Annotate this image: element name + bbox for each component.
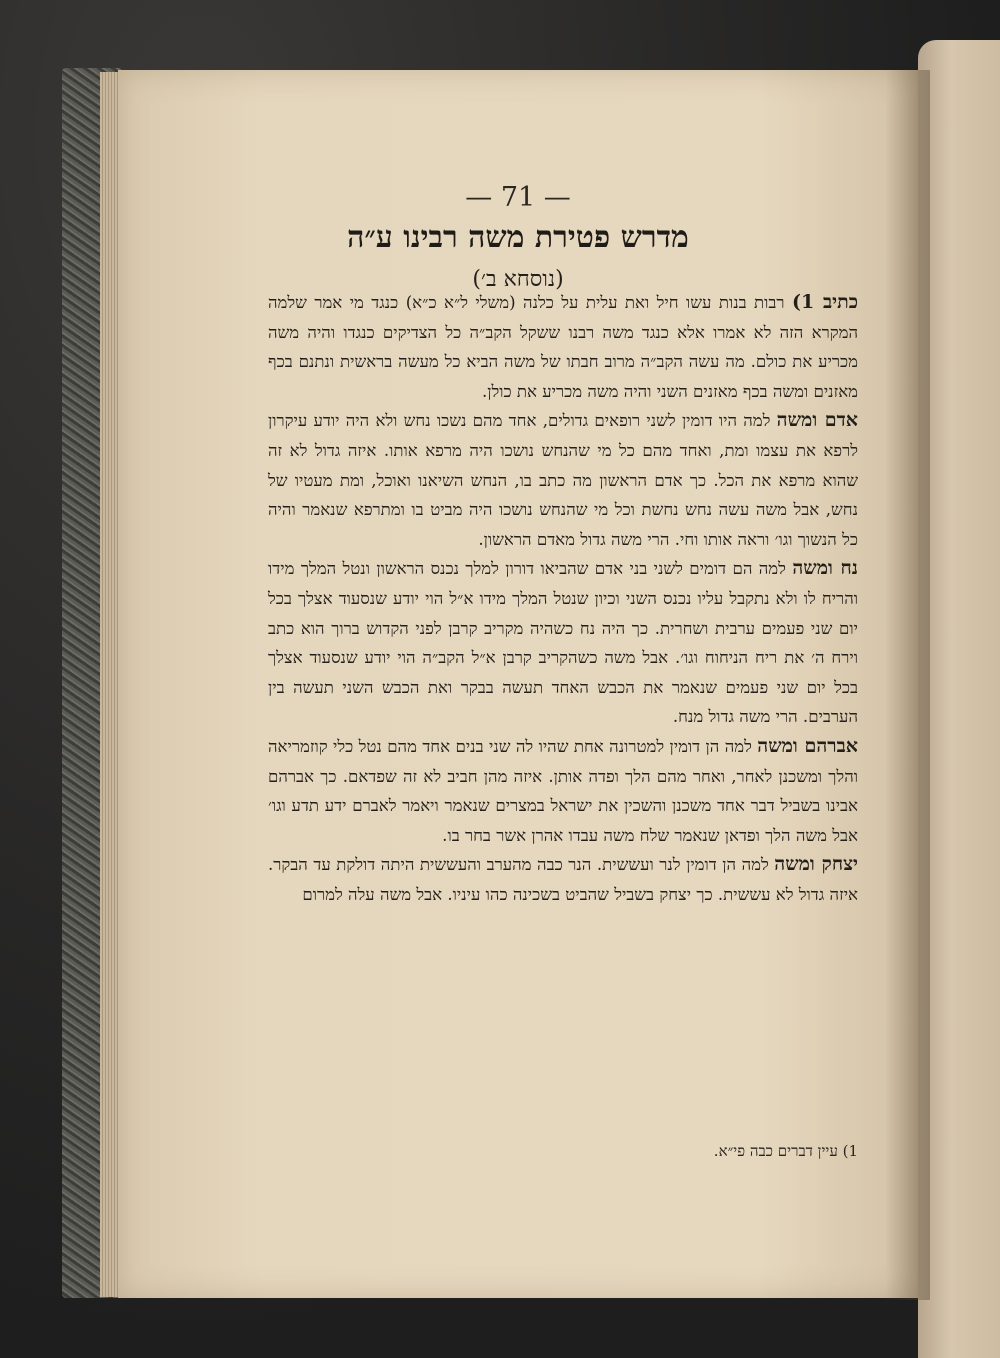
page-subtitle: (נוסחא ב׳) [472,267,564,292]
page-title: מדרש פטירת משה רבינו ע״ה [347,220,689,255]
facing-page-edge [918,40,1000,1358]
body-text [268,288,858,909]
paragraph-lead: אדם ומשה [776,409,858,432]
paragraph-text: למה היו דומין לשני רופאים גדולים, אחד מהם נשכו נחש ולא היה יודע עיקרון לרפא את עצמו ומת, ואחד מהם כל מי שהנחש נושכו היה מרפא אותו. איזה גדול לא זה שהוא מרפא את הכל. כך אדם הראשון מה כתב בו, הנחש השיאנו ואוכל, ומת מעטיו של נחש, אבל משה עשה נחש נחשת וכל מי שהנחש נושכו היה מביט בו ומתרפא שנאמר והיה כל הנשוך וגו׳ וראה אותו וחי. הרי משה גדול מאדם הראשון. [268,411,858,549]
paragraph-lead: נח ומשה [792,557,858,580]
book-page [118,70,918,1298]
paragraph [268,288,858,406]
paragraph [268,554,858,732]
paragraph-lead: יצחק ומשה [774,853,859,876]
paragraph-lead: כתיב 1) [791,291,859,313]
paragraph [268,732,858,850]
paragraph-text: למה הן דומין למטרונה אחת שהיו לה שני בנים אחד מהם נטל כלי קוזמריאה והלך ומשכנן לאחר, ואחר מהם הלך ופדה אותן. איזה מהן חביב לא זה שפדאם. כך אברהם אבינו בשביל דבר אחד משכנן והשכין את ישראל במצרים שנאמר ויאמר לאברם ידע תדע וגו׳ אבל משה הלך ופדאן שנאמר שלח משה עבדו אהרן אשר בחר בו. [268,736,858,845]
footnote: 1) עיין דברים כבה פי״א. [713,1142,858,1160]
paragraph [268,850,858,909]
page-number: — 71 — [465,182,571,213]
paragraph [268,406,858,554]
paragraph-lead: אברהם ומשה [757,734,858,757]
paragraph-text: למה הם דומים לשני בני אדם שהביאו דורון למלך נכנס הראשון ונטל המלך מידו והריח לו ולא נתקבל עליו נכנס השני וכיון שנטל המלך מידו א״ל הוי יודע שנסעוד אצלך בכל יום שני פעמים ערבית ושחרית. כך היה נח כשהיה מקריב קרבן לפני הקדוש ברוך הוא כתב וירח ה׳ את ריח הניחוח וגו׳. אבל משה כשהקריב קרבן א״ל הקב״ה הוי יודע שנסעוד אצלך בכל יום שני פעמים שנאמר את הכבש האחד תעשה בבקר ואת הכבש השני תעשה בין הערבים. הרי משה גדול מנח. [268,559,858,727]
paragraph-text: רבות בנות עשו חיל ואת עלית על כלנה (משלי ל״א כ״א) כנגד מי אמר שלמה המקרא הזה לא אמרו אלא כנגד משה רבנו ששקל הקב״ה כל הצדיקים כנגדו והיה משה מכריע את כולם. מה עשה הקב״ה מרוב חבתו של משה הביא כל מעשה בראשית ונתנם בכף מאזנים ומשה בכף מאזנים השני והיה משה מכריע את כולן. [268,293,858,401]
paragraph-text: למה הן דומין לנר ועששית. הנר כבה מהערב והעששית היתה דולקת עד הבקר. איזה גדול לא עששית. כך יצחק בשביל שהביט בשכינה כהו עיניו. אבל משה עלה למרום [268,855,858,904]
gutter-shadow [885,70,930,1300]
